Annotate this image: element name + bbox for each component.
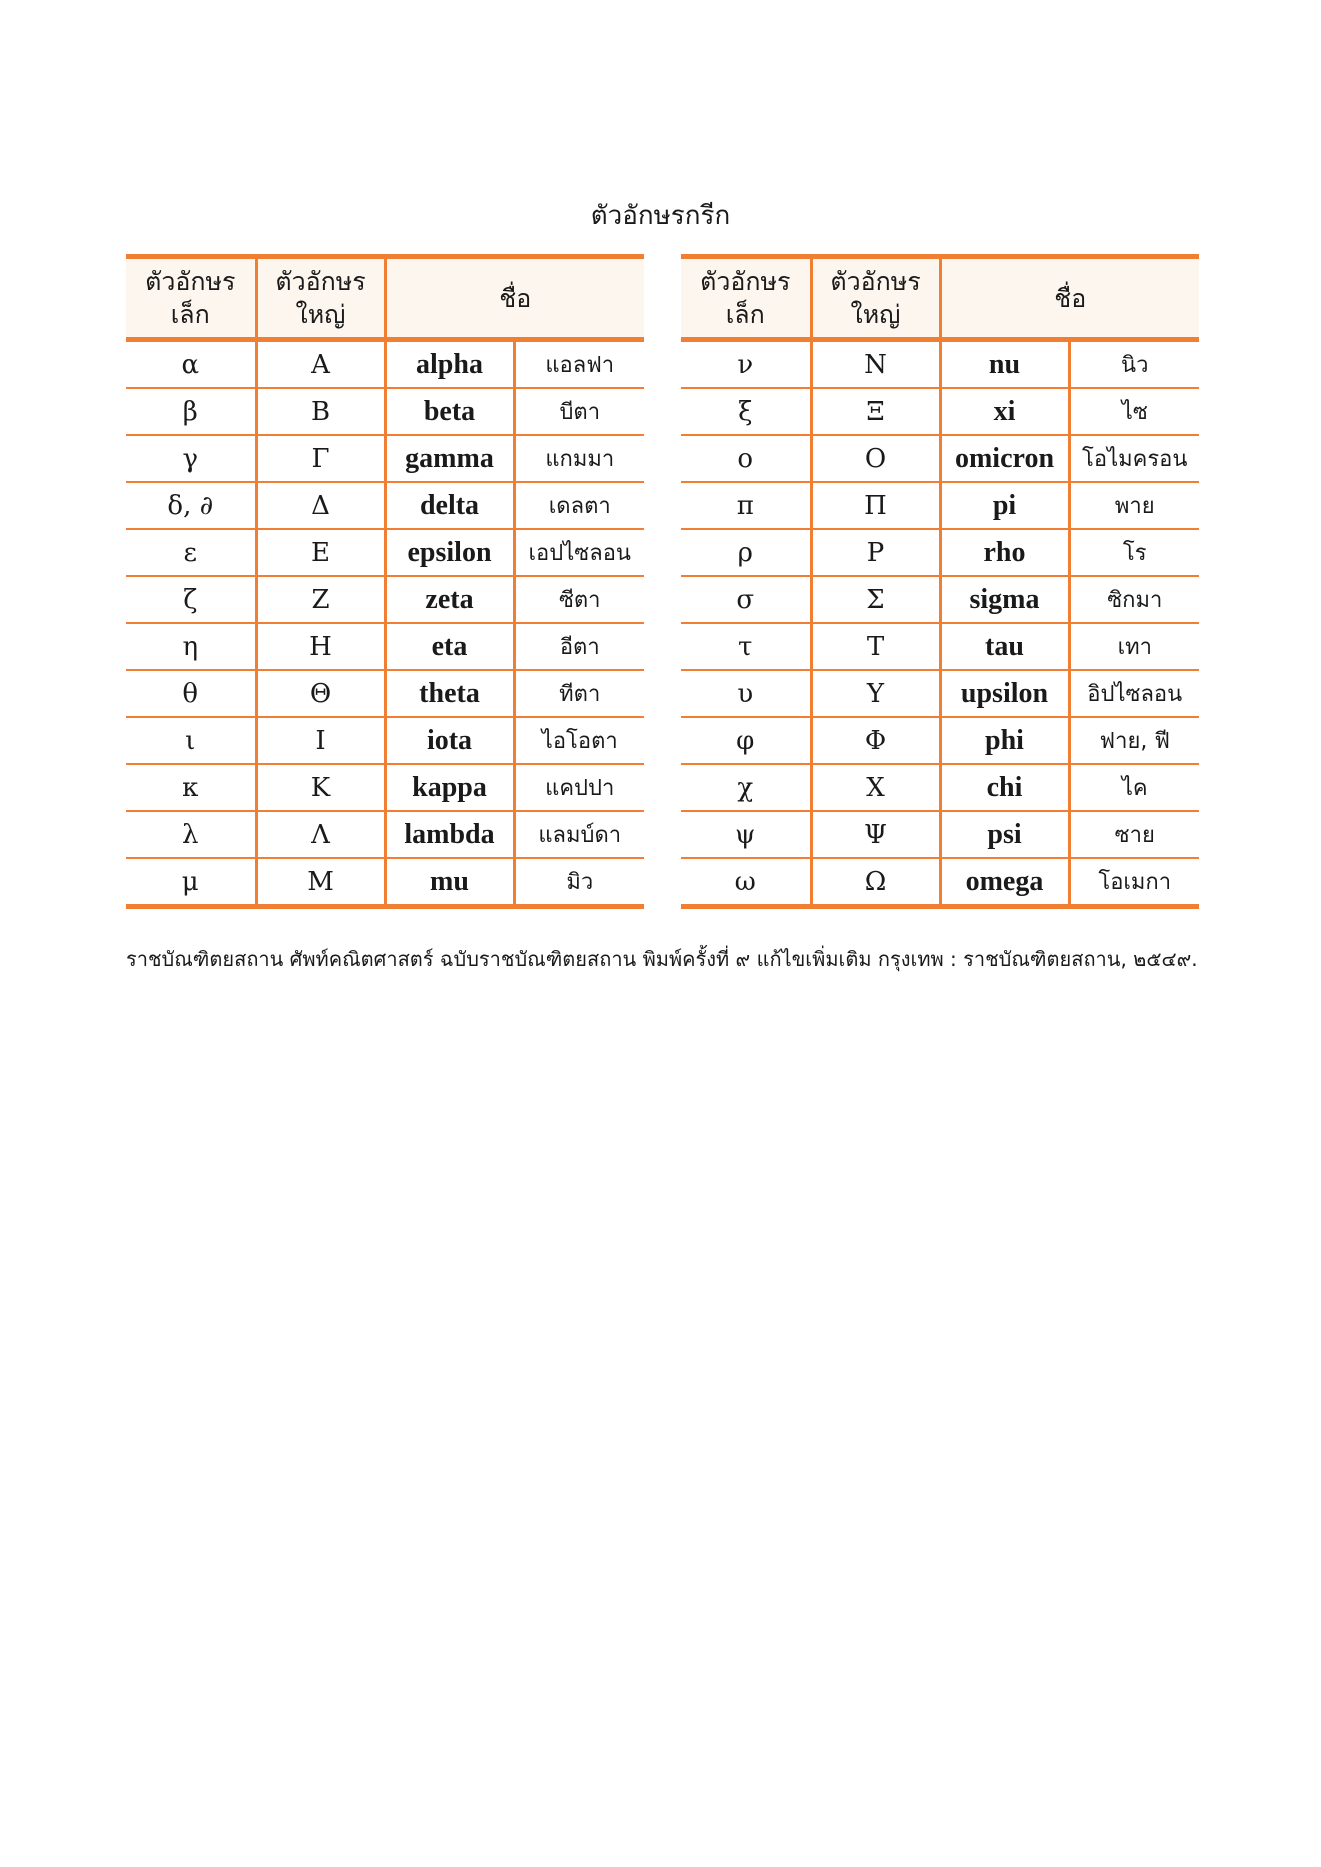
uppercase-letter: T bbox=[811, 623, 940, 670]
header-uppercase-line1: ตัวอักษร bbox=[830, 267, 921, 296]
lowercase-letter: ξ bbox=[681, 388, 811, 435]
lowercase-letter: γ bbox=[126, 435, 256, 482]
table-row bbox=[681, 435, 1199, 482]
header-uppercase-line1: ตัวอักษร bbox=[275, 267, 366, 296]
table-row bbox=[126, 670, 644, 717]
english-name: psi bbox=[940, 811, 1069, 858]
thai-name: ซาย bbox=[1069, 811, 1199, 858]
thai-name: โอเมกา bbox=[1069, 858, 1199, 907]
uppercase-letter: A bbox=[256, 340, 385, 389]
lowercase-letter: δ, ∂ bbox=[126, 482, 256, 529]
lowercase-letter: ρ bbox=[681, 529, 811, 576]
english-name: upsilon bbox=[940, 670, 1069, 717]
header-name: ชื่อ bbox=[940, 257, 1199, 340]
lowercase-letter: ι bbox=[126, 717, 256, 764]
table-row bbox=[126, 623, 644, 670]
header-lowercase bbox=[126, 257, 256, 340]
header-uppercase-line2: ใหญ่ bbox=[850, 300, 901, 329]
english-name: nu bbox=[940, 340, 1069, 389]
reference-citation: ราชบัณฑิตยสถาน ศัพท์คณิตศาสตร์ ฉบับราชบัณฑิตยสถาน พิมพ์ครั้งที่ ๙ แก้ไขเพิ่มเติม กรุงเทพ : ราชบัณฑิตยสถาน, ๒๕๔๙. bbox=[126, 947, 1198, 971]
header-lowercase-line1: ตัวอักษร bbox=[700, 267, 791, 296]
english-name: theta bbox=[385, 670, 514, 717]
header-uppercase bbox=[811, 257, 940, 340]
english-name: alpha bbox=[385, 340, 514, 389]
uppercase-letter: X bbox=[811, 764, 940, 811]
thai-name: อิปไซลอน bbox=[1069, 670, 1199, 717]
uppercase-letter: Δ bbox=[256, 482, 385, 529]
english-name: tau bbox=[940, 623, 1069, 670]
english-name: xi bbox=[940, 388, 1069, 435]
uppercase-letter: Φ bbox=[811, 717, 940, 764]
english-name: epsilon bbox=[385, 529, 514, 576]
lowercase-letter: ψ bbox=[681, 811, 811, 858]
uppercase-letter: I bbox=[256, 717, 385, 764]
table-row bbox=[681, 340, 1199, 389]
english-name: phi bbox=[940, 717, 1069, 764]
thai-name: นิว bbox=[1069, 340, 1199, 389]
uppercase-letter: Ω bbox=[811, 858, 940, 907]
english-name: sigma bbox=[940, 576, 1069, 623]
thai-name: ไค bbox=[1069, 764, 1199, 811]
table-row bbox=[126, 482, 644, 529]
header-uppercase bbox=[256, 257, 385, 340]
header-lowercase-line1: ตัวอักษร bbox=[145, 267, 236, 296]
thai-name: บีตา bbox=[514, 388, 644, 435]
table-row bbox=[681, 388, 1199, 435]
thai-name: แกมมา bbox=[514, 435, 644, 482]
lowercase-letter: ω bbox=[681, 858, 811, 907]
uppercase-letter: M bbox=[256, 858, 385, 907]
english-name: kappa bbox=[385, 764, 514, 811]
greek-table-right bbox=[681, 254, 1199, 909]
english-name: rho bbox=[940, 529, 1069, 576]
thai-name: เดลตา bbox=[514, 482, 644, 529]
uppercase-letter: K bbox=[256, 764, 385, 811]
english-name: omicron bbox=[940, 435, 1069, 482]
thai-name: มิว bbox=[514, 858, 644, 907]
thai-name: ฟาย, ฟี bbox=[1069, 717, 1199, 764]
lowercase-letter: λ bbox=[126, 811, 256, 858]
uppercase-letter: E bbox=[256, 529, 385, 576]
thai-name: ซิกมา bbox=[1069, 576, 1199, 623]
table-row bbox=[126, 388, 644, 435]
uppercase-letter: Σ bbox=[811, 576, 940, 623]
english-name: omega bbox=[940, 858, 1069, 907]
thai-name: โร bbox=[1069, 529, 1199, 576]
lowercase-letter: χ bbox=[681, 764, 811, 811]
lowercase-letter: ζ bbox=[126, 576, 256, 623]
table-row bbox=[681, 670, 1199, 717]
english-name: zeta bbox=[385, 576, 514, 623]
uppercase-letter: H bbox=[256, 623, 385, 670]
english-name: lambda bbox=[385, 811, 514, 858]
table-row bbox=[126, 576, 644, 623]
thai-name: ไซ bbox=[1069, 388, 1199, 435]
table-row bbox=[126, 764, 644, 811]
greek-table-left bbox=[126, 254, 644, 909]
uppercase-letter: Y bbox=[811, 670, 940, 717]
table-row bbox=[126, 717, 644, 764]
uppercase-letter: Ψ bbox=[811, 811, 940, 858]
uppercase-letter: B bbox=[256, 388, 385, 435]
thai-name: อีตา bbox=[514, 623, 644, 670]
table-row bbox=[126, 340, 644, 389]
uppercase-letter: Θ bbox=[256, 670, 385, 717]
uppercase-letter: Ξ bbox=[811, 388, 940, 435]
uppercase-letter: Γ bbox=[256, 435, 385, 482]
lowercase-letter: σ bbox=[681, 576, 811, 623]
table-row bbox=[126, 529, 644, 576]
header-lowercase-line2: เล็ก bbox=[725, 300, 765, 329]
thai-name: โอไมครอน bbox=[1069, 435, 1199, 482]
thai-name: แลมบ์ดา bbox=[514, 811, 644, 858]
lowercase-letter: β bbox=[126, 388, 256, 435]
table-row bbox=[126, 435, 644, 482]
english-name: pi bbox=[940, 482, 1069, 529]
uppercase-letter: P bbox=[811, 529, 940, 576]
lowercase-letter: τ bbox=[681, 623, 811, 670]
table-row bbox=[681, 623, 1199, 670]
header-name: ชื่อ bbox=[385, 257, 644, 340]
header-lowercase-line2: เล็ก bbox=[170, 300, 210, 329]
lowercase-letter: ο bbox=[681, 435, 811, 482]
table-row bbox=[126, 858, 644, 907]
thai-name: เอปไซลอน bbox=[514, 529, 644, 576]
table-header-row bbox=[681, 257, 1199, 340]
thai-name: ซีตา bbox=[514, 576, 644, 623]
thai-name: ไอโอตา bbox=[514, 717, 644, 764]
lowercase-letter: υ bbox=[681, 670, 811, 717]
lowercase-letter: α bbox=[126, 340, 256, 389]
uppercase-letter: Π bbox=[811, 482, 940, 529]
thai-name: แอลฟา bbox=[514, 340, 644, 389]
uppercase-letter: O bbox=[811, 435, 940, 482]
uppercase-letter: Λ bbox=[256, 811, 385, 858]
table-row bbox=[681, 858, 1199, 907]
table-header-row bbox=[126, 257, 644, 340]
english-name: delta bbox=[385, 482, 514, 529]
header-lowercase bbox=[681, 257, 811, 340]
english-name: beta bbox=[385, 388, 514, 435]
table-row bbox=[681, 529, 1199, 576]
thai-name: แคปปา bbox=[514, 764, 644, 811]
thai-name: ทีตา bbox=[514, 670, 644, 717]
page-title: ตัวอักษรกรีก bbox=[590, 201, 731, 231]
lowercase-letter: ε bbox=[126, 529, 256, 576]
lowercase-letter: ν bbox=[681, 340, 811, 389]
uppercase-letter: N bbox=[811, 340, 940, 389]
table-row bbox=[681, 576, 1199, 623]
table-row bbox=[681, 764, 1199, 811]
english-name: eta bbox=[385, 623, 514, 670]
english-name: chi bbox=[940, 764, 1069, 811]
header-uppercase-line2: ใหญ่ bbox=[295, 300, 346, 329]
lowercase-letter: κ bbox=[126, 764, 256, 811]
thai-name: พาย bbox=[1069, 482, 1199, 529]
table-row bbox=[126, 811, 644, 858]
table-row bbox=[681, 811, 1199, 858]
uppercase-letter: Z bbox=[256, 576, 385, 623]
english-name: mu bbox=[385, 858, 514, 907]
english-name: iota bbox=[385, 717, 514, 764]
lowercase-letter: η bbox=[126, 623, 256, 670]
lowercase-letter: θ bbox=[126, 670, 256, 717]
lowercase-letter: μ bbox=[126, 858, 256, 907]
table-row bbox=[681, 482, 1199, 529]
english-name: gamma bbox=[385, 435, 514, 482]
thai-name: เทา bbox=[1069, 623, 1199, 670]
table-row bbox=[681, 717, 1199, 764]
lowercase-letter: π bbox=[681, 482, 811, 529]
lowercase-letter: φ bbox=[681, 717, 811, 764]
